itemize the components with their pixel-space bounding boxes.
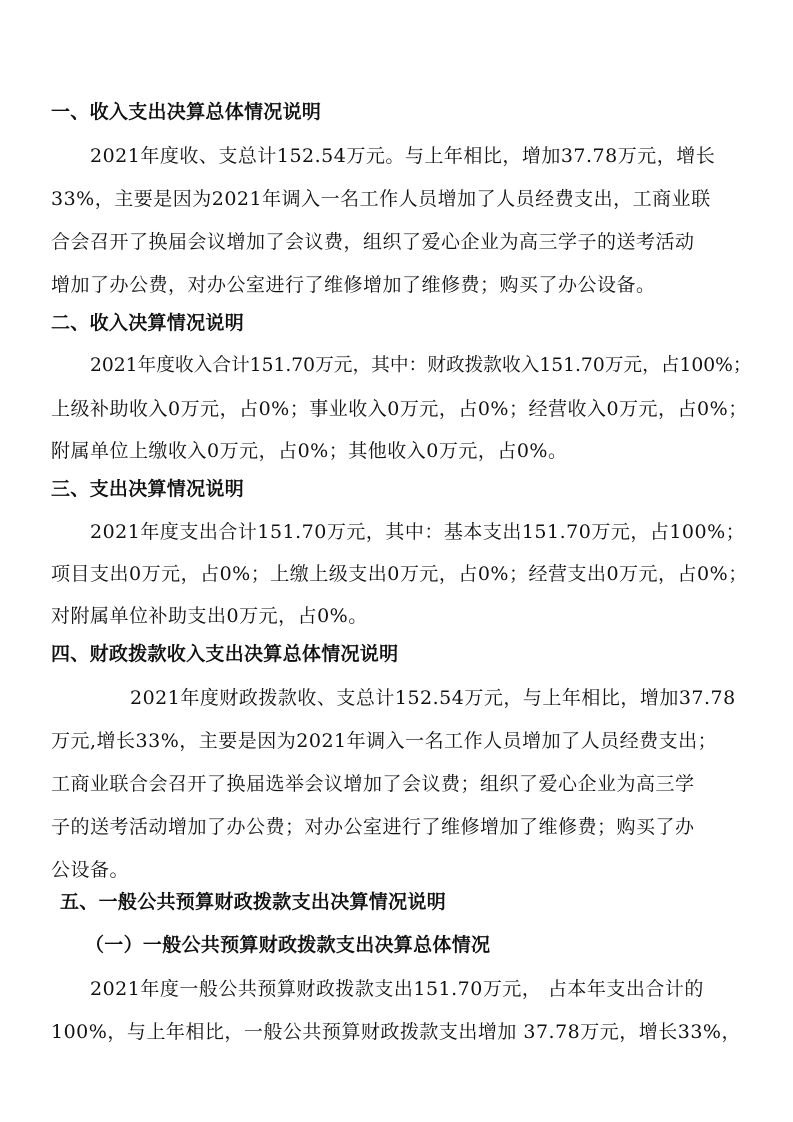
section-4-line-5: 公设备。	[51, 859, 130, 881]
section-1-line-1: 2021年度收、支总计152.54万元。与上年相比，增加37.78万元，增长	[90, 145, 716, 167]
section-4-line-3: 工商业联合会召开了换届选举会议增加了会议费；组织了爱心企业为高三学	[51, 773, 695, 795]
section-2-line-2: 上级补助收入0万元，占0%；事业收入0万元，占0%；经营收入0万元，占0%；	[51, 398, 748, 420]
section-3-line-1: 2021年度支出合计151.70万元，其中：基本支出151.70万元，占100%；	[90, 521, 746, 543]
section-2-line-3: 附属单位上缴收入0万元，占0%；其他收入0万元，占0%。	[51, 440, 568, 462]
section-5-subheading: （一）一般公共预算财政拨款支出决算总体情况	[85, 934, 491, 956]
section-4-line-1: 2021年度财政拨款收、支总计152.54万元，与上年相比，增加37.78	[130, 687, 736, 709]
section-1-line-3: 合会召开了换届会议增加了会议费，组织了爱心企业为高三学子的送考活动	[51, 231, 695, 253]
section-3-heading: 三、支出决算情况说明	[51, 478, 245, 500]
section-1-line-2: 33%，主要是因为2021年调入一名工作人员增加了人员经费支出，工商业联	[51, 188, 711, 210]
section-4-heading: 四、财政拨款收入支出决算总体情况说明	[51, 643, 399, 665]
section-4-line-2: 万元,增长33%，主要是因为2021年调入一名工作人员增加了人员经费支出；	[51, 730, 718, 752]
section-2-heading: 二、收入决算情况说明	[51, 312, 245, 334]
section-5-heading: 五、一般公共预算财政拨款支出决算情况说明	[60, 891, 447, 913]
section-4-line-4: 子的送考活动增加了办公费；对办公室进行了维修增加了维修费；购买了办	[51, 816, 695, 838]
section-1-line-4: 增加了办公费，对办公室进行了维修增加了维修费；购买了办公设备。	[51, 274, 656, 296]
section-3-line-3: 对附属单位补助支出0万元，占0%。	[51, 605, 368, 627]
section-3-line-2: 项目支出0万元，占0%；上缴上级支出0万元，占0%；经营支出0万元，占0%；	[51, 563, 748, 585]
section-5-line-2: 100%，与上年相比，一般公共预算财政拨款支出增加 37.78万元，增长33%，	[51, 1021, 741, 1043]
section-5-line-1: 2021年度一般公共预算财政拨款支出151.70万元， 占本年支出合计的	[90, 978, 704, 1000]
section-1-heading: 一、收入支出决算总体情况说明	[51, 101, 322, 123]
section-2-line-1: 2021年度收入合计151.70万元，其中：财政拨款收入151.70万元，占100%；	[90, 355, 752, 376]
